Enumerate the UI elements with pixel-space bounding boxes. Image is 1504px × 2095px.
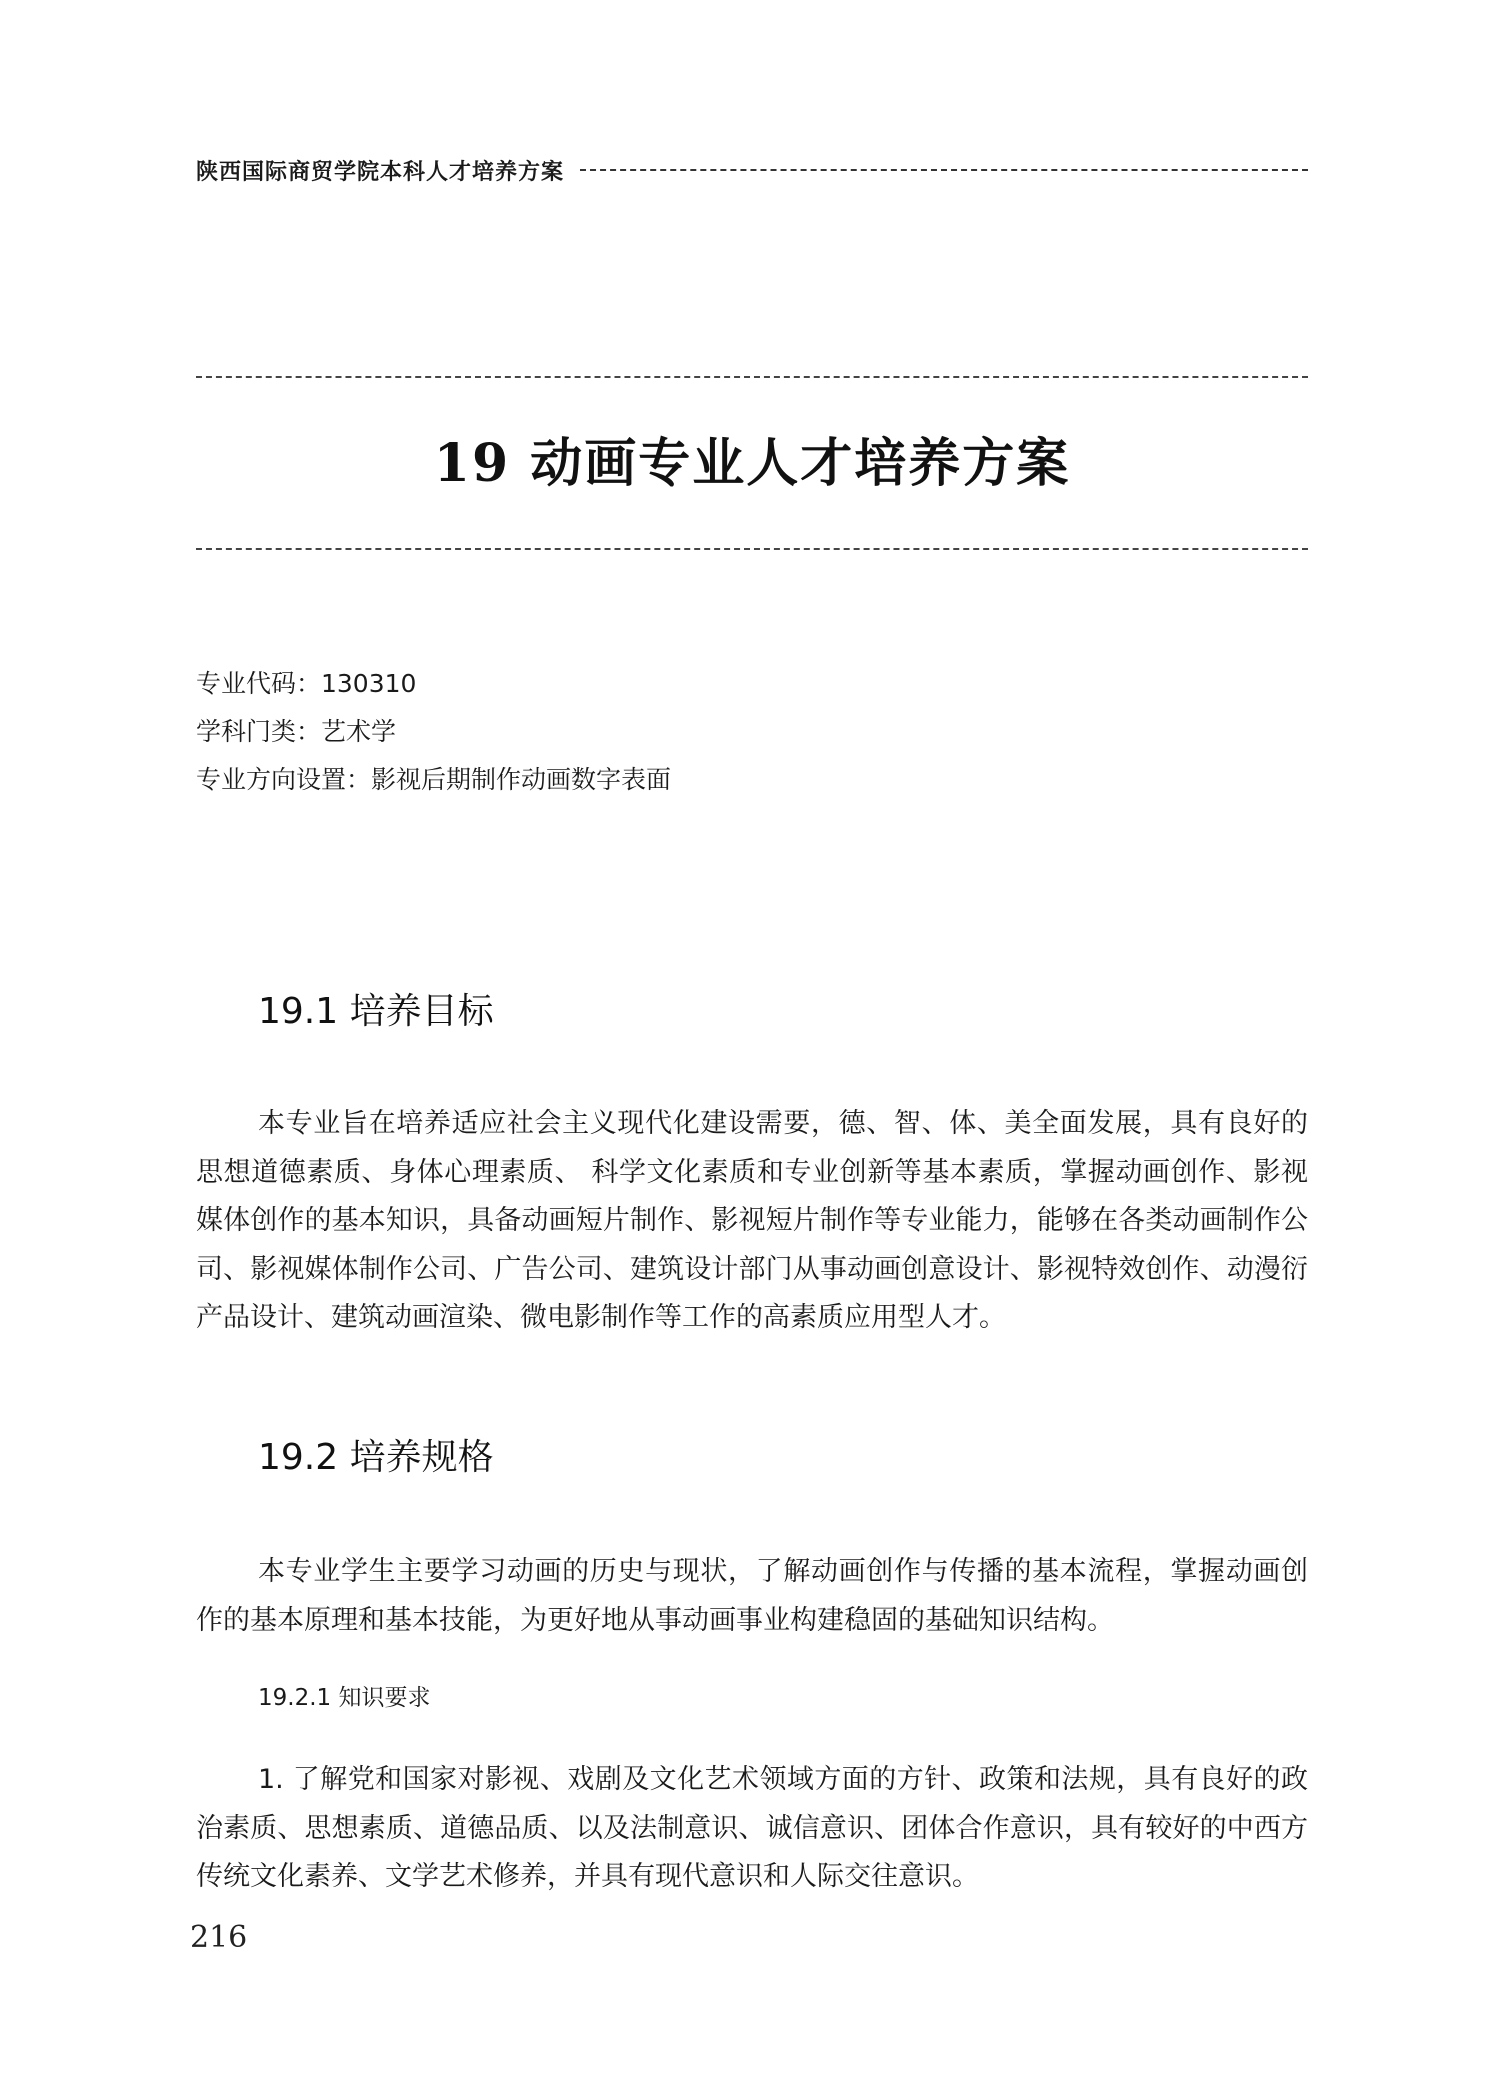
section-heading-training-objectives: 19.1 培养目标 [258,991,494,1032]
major-info [196,660,1308,804]
running-header [196,152,1308,188]
page-number: 216 [190,1920,248,1955]
section-heading-training-specifications: 19.2 培养规格 [258,1437,494,1478]
chapter-title-top-rule [196,376,1308,378]
chapter-title: 19 动画专业人才培养方案 [433,433,1071,494]
chapter-title-bottom-rule [196,548,1308,550]
paragraph-training-specifications: 本专业学生主要学习动画的历史与现状，了解动画创作与传播的基本流程，掌握动画创作的基本原理和基本技能，为更好地从事动画事业构建稳固的基础知识结构。 [196,1556,1308,1636]
paragraph-knowledge-requirement-1: 1. 了解党和国家对影视、戏剧及文化艺术领域方面的方针、政策和法规，具有良好的政治素质、思想素质、道德品质、以及法制意识、诚信意识、团体合作意识，具有较好的中西方传统文化素养、文学艺术修养，并具有现代意识和人际交往意识。 [196,1764,1308,1892]
running-header-rule [580,169,1308,171]
major-code: 专业代码：130310 [196,669,417,698]
paragraph-training-objectives: 本专业旨在培养适应社会主义现代化建设需要，德、智、体、美全面发展，具有良好的思想道德素质、身体心理素质、 科学文化素质和专业创新等基本素质，掌握动画创作、影视媒体创作的基本知识，具备动画短片制作、影视短片制作等专业能力，能够在各类动画制作公司、影视媒体制作公司、广告公司、建筑设计部门从事动画创意设计、影视特效创作、动漫衍产品设计、建筑动画渲染、微电影制作等工作的高素质应用型人才。 [196,1108,1308,1333]
subsection-heading-knowledge-requirements: 19.2.1 知识要求 [258,1685,431,1711]
running-header-title: 陕西国际商贸学院本科人才培养方案 [196,158,565,185]
discipline-category: 学科门类：艺术学 [196,717,397,746]
major-directions: 专业方向设置：影视后期制作动画数字表面 [196,765,672,794]
